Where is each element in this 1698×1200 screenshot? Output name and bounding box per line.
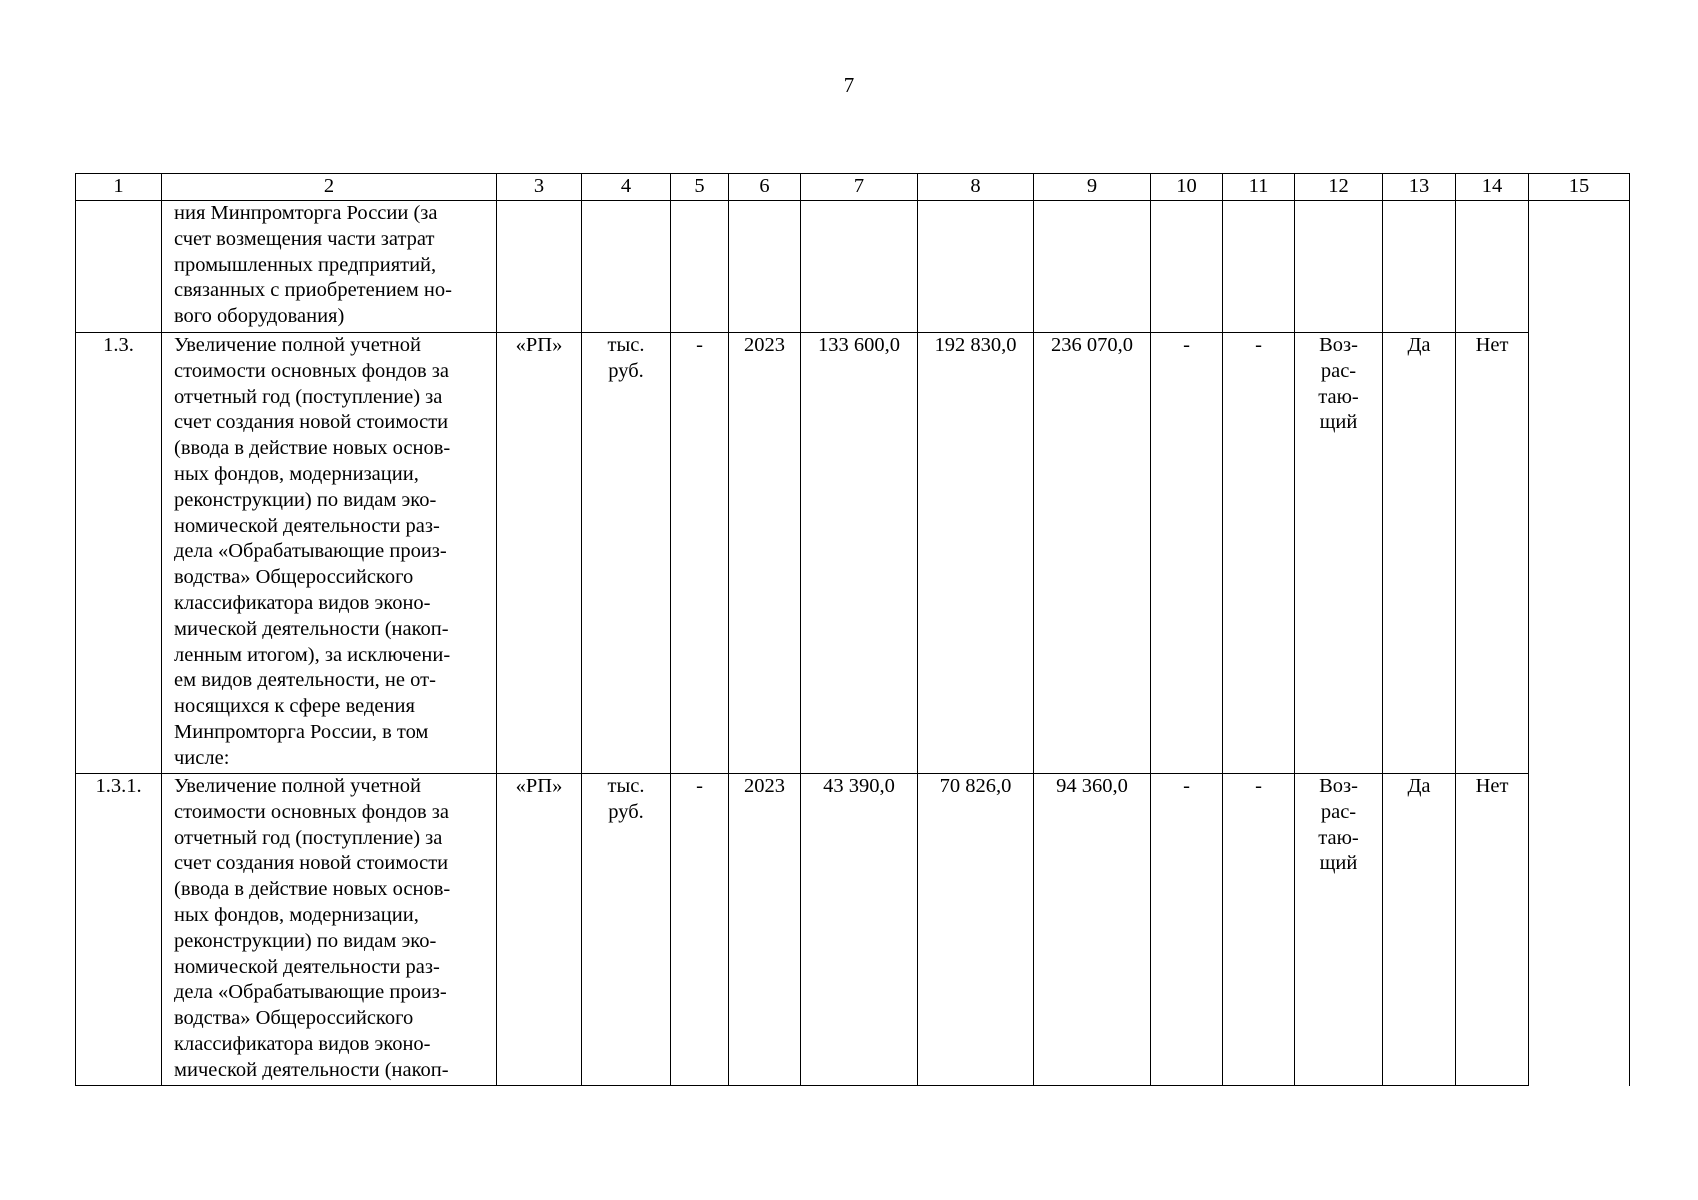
column-header: 3 (497, 174, 582, 201)
indicator-name-line: мической деятельности (накоп- (174, 617, 449, 640)
trend-line: рас- (1320, 359, 1357, 382)
column-header: 14 (1456, 174, 1529, 201)
table-row-continuation (76, 201, 1630, 333)
unit-line: руб. (608, 800, 644, 823)
cell-trend (1295, 201, 1383, 333)
column-header: 2 (162, 174, 497, 201)
cell-base-value: - (671, 774, 729, 1086)
indicator-name-line: водства» Общероссийского (174, 1007, 414, 1030)
trend-line: рас- (1320, 800, 1357, 823)
unit-line: руб. (608, 359, 644, 382)
cell-base-year: 2023 (729, 774, 801, 1086)
cell-value-10: - (1151, 333, 1223, 774)
trend-line: таю- (1318, 826, 1359, 849)
column-header: 7 (801, 174, 918, 201)
cell-value-11 (1223, 201, 1295, 333)
table-row (76, 774, 1630, 1086)
indicator-name-line: счет возмещения части затрат (174, 227, 435, 250)
cell-trend (1295, 774, 1383, 1086)
indicator-name-line: стоимости основных фондов за (174, 359, 449, 382)
indicator-name-line: связанных с приобретением но- (174, 279, 452, 302)
indicator-name-line: мической деятельности (накоп- (174, 1058, 449, 1081)
indicator-name-line: (ввода в действие новых основ- (174, 437, 451, 460)
cell-value-11: - (1223, 333, 1295, 774)
column-header: 15 (1529, 174, 1630, 201)
cell-base-year (729, 201, 801, 333)
table-row (76, 333, 1630, 774)
indicator-name-line: Увеличение полной учетной (174, 334, 421, 356)
cell-trend (1295, 333, 1383, 774)
cell-value-10 (1151, 201, 1223, 333)
cell-number (76, 201, 162, 333)
indicator-name-line: вого оборудования) (174, 305, 345, 328)
indicator-name-line: реконструкции) по видам эко- (174, 488, 437, 511)
cell-flag-14 (1456, 201, 1529, 333)
indicator-name-line: ем видов деятельности, не от- (174, 669, 436, 692)
page-number: 7 (843, 73, 855, 97)
cell-base-value (671, 201, 729, 333)
indicator-name-line: числе: (174, 746, 230, 769)
cell-value-9: 94 360,0 (1034, 774, 1151, 1086)
cell-flag-13: Да (1383, 774, 1456, 1086)
column-header: 6 (729, 174, 801, 201)
cell-value-10: - (1151, 774, 1223, 1086)
cell-value-7: 133 600,0 (801, 333, 918, 774)
cell-value-9 (1034, 201, 1151, 333)
cell-value-11: - (1223, 774, 1295, 1086)
cell-unit (582, 333, 671, 774)
cell-indicator-name (162, 201, 497, 333)
indicator-name-line: ных фондов, модернизации, (174, 903, 419, 926)
indicator-name-line: отчетный год (поступление) за (174, 826, 443, 849)
cell-unit (582, 774, 671, 1086)
table-header-row (76, 174, 1630, 201)
cell-number: 1.3. (76, 333, 162, 774)
indicator-name-line: классификатора видов эконо- (174, 591, 431, 614)
indicator-name-line: номической деятельности раз- (174, 514, 440, 537)
indicator-name-line: отчетный год (поступление) за (174, 385, 443, 408)
trend-line: Воз- (1319, 334, 1358, 356)
column-header: 13 (1383, 174, 1456, 201)
cell-value-7: 43 390,0 (801, 774, 918, 1086)
cell-level: «РП» (497, 774, 582, 1086)
indicator-name-line: (ввода в действие новых основ- (174, 878, 451, 901)
indicator-name-line: ных фондов, модернизации, (174, 462, 419, 485)
indicator-name-line: водства» Общероссийского (174, 566, 414, 589)
indicator-name-line: дела «Обрабатывающие произ- (174, 540, 447, 563)
column-header: 5 (671, 174, 729, 201)
indicator-name-line: номической деятельности раз- (174, 955, 440, 978)
cell-base-value: - (671, 333, 729, 774)
column-header: 4 (582, 174, 671, 201)
cell-number: 1.3.1. (76, 774, 162, 1086)
cell-value-8: 192 830,0 (918, 333, 1034, 774)
cell-value-7 (801, 201, 918, 333)
cell-value-9: 236 070,0 (1034, 333, 1151, 774)
indicator-name-line: Минпромторга России, в том (174, 720, 429, 743)
column-header: 12 (1295, 174, 1383, 201)
indicator-name-line: ленным итогом), за исключени- (174, 643, 451, 666)
cell-column-15 (1529, 201, 1630, 1086)
cell-flag-14: Нет (1456, 774, 1529, 1086)
indicator-name-line: классификатора видов эконо- (174, 1032, 431, 1055)
column-header: 9 (1034, 174, 1151, 201)
cell-flag-14: Нет (1456, 333, 1529, 774)
cell-indicator-name (162, 774, 497, 1086)
indicator-name-line: дела «Обрабатывающие произ- (174, 981, 447, 1004)
indicator-name-line: Увеличение полной учетной (174, 775, 421, 797)
cell-value-8 (918, 201, 1034, 333)
cell-unit (582, 201, 671, 333)
trend-line: щий (1319, 852, 1358, 875)
indicator-name-line: промышленных предприятий, (174, 253, 437, 276)
cell-level (497, 201, 582, 333)
indicators-table (75, 173, 1630, 1086)
cell-value-8: 70 826,0 (918, 774, 1034, 1086)
cell-flag-13 (1383, 201, 1456, 333)
indicator-name-line: ния Минпромторга России (за (174, 202, 438, 224)
trend-line: Воз- (1319, 775, 1358, 797)
indicator-name-line: носящихся к сфере ведения (174, 695, 415, 718)
cell-level: «РП» (497, 333, 582, 774)
column-header: 1 (76, 174, 162, 201)
indicator-name-line: счет создания новой стоимости (174, 852, 449, 875)
indicator-name-line: счет создания новой стоимости (174, 411, 449, 434)
trend-line: таю- (1318, 385, 1359, 408)
column-header: 8 (918, 174, 1034, 201)
indicator-name-line: реконструкции) по видам эко- (174, 929, 437, 952)
indicator-name-line: стоимости основных фондов за (174, 800, 449, 823)
trend-line: щий (1319, 411, 1358, 434)
unit-line: тыс. (607, 334, 645, 356)
unit-line: тыс. (607, 775, 645, 797)
cell-base-year: 2023 (729, 333, 801, 774)
cell-flag-13: Да (1383, 333, 1456, 774)
column-header: 11 (1223, 174, 1295, 201)
cell-indicator-name (162, 333, 497, 774)
column-header: 10 (1151, 174, 1223, 201)
